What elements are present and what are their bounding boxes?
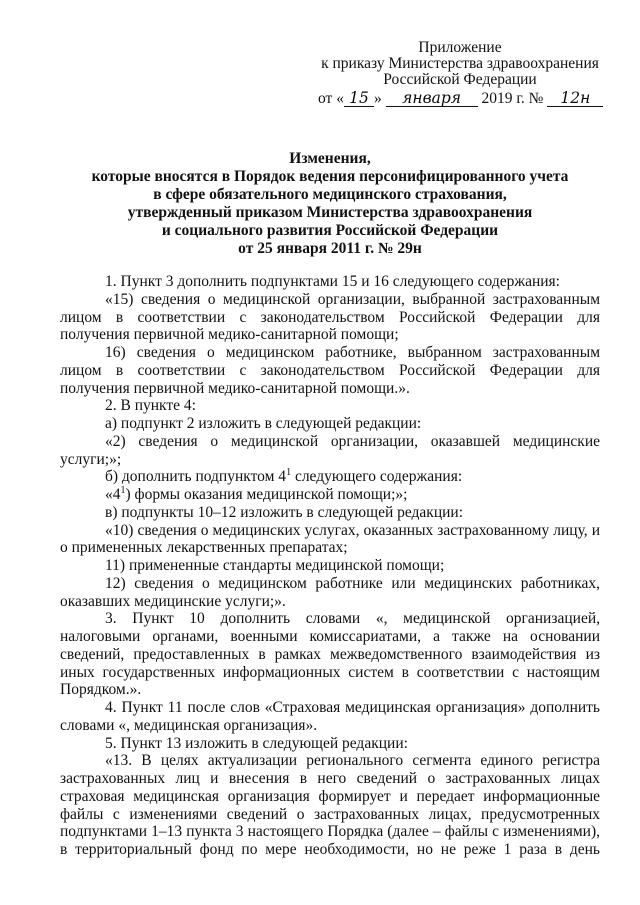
handwritten-day: 15 [344, 90, 374, 107]
paragraph: 3. Пункт 10 дополнить словами «, медицинской организацией, налоговыми органами, военными комиссариатами, а также на основании сведений, предоставленных в рамках межведомственного взаимодействия из иных государственных информационных систем в соответствии с настоящим Порядком.». [60, 610, 600, 699]
date-quote: » [373, 90, 382, 107]
paragraph: 2. В пункте 4: [105, 397, 196, 415]
paragraph: 11) примененные стандарты медицинской помощи; [105, 557, 445, 574]
handwritten-month: января [386, 90, 478, 107]
appendix-header [300, 40, 620, 107]
paragraph [60, 468, 600, 486]
paragraph [60, 486, 600, 504]
paragraph: «13. В целях актуализации регионального сегмента единого регистра застрахованных лиц и внесения в него сведений о застрахованных лицах страховая медицинская организация формирует и передает информационные файлы с изменениями сведений о застрахованных лицах, предусмотренных подпунктами 1–13 пункта 3 настоящего Порядка (далее – файлы с изменениями), в территориальный фонд по мере необходимости, но не реже 1 раза в день [60, 752, 600, 858]
paragraph: а) подпункт 2 изложить в следующей редакции: [105, 415, 422, 432]
document-title [40, 150, 620, 258]
date-prefix: от « [318, 90, 344, 107]
text-run: ) формы оказания медицинской помощи;»; [125, 486, 408, 503]
paragraph: 12) сведения о медицинском работнике или медицинских работниках, оказавших медицинские услуги;». [60, 574, 600, 610]
superscript: 1 [286, 467, 292, 479]
title-line: которые вносятся в Порядок ведения персонифицированного учета [91, 168, 569, 185]
title-line: от 25 января 2011 г. № 29н [238, 240, 422, 257]
title-line: утвержденный приказом Министерства здравоохранения [127, 204, 533, 221]
text-run: следующего содержания: [291, 468, 463, 486]
handwritten-order-number: 12н [547, 90, 603, 107]
title-line: Изменения, [289, 150, 371, 167]
superscript: 1 [120, 484, 126, 496]
title-line: и социального развития Российской Федерации [161, 222, 499, 239]
paragraph: «2) сведения о медицинской организации, оказавшей медицинские услуги;»; [60, 432, 600, 468]
order-reference: к приказу Министерства здравоохранения [321, 55, 599, 72]
text-run: б) дополнить подпунктом 4 [105, 468, 287, 486]
title-line: в сфере обязательного медицинского страхования, [153, 186, 507, 203]
paragraph: 16) сведения о медицинском работнике, выбранном застрахованным лицом в соответствии с законодательством Российской Федерации для получения первичной медико-санитарной помощи.». [60, 344, 600, 397]
document-body [60, 273, 600, 859]
text-run: «4 [105, 486, 121, 503]
paragraph: 1. Пункт 3 дополнить подпунктами 15 и 16 следующего содержания: [105, 273, 560, 290]
appendix-label: Приложение [418, 39, 502, 56]
paragraph: 4. Пункт 11 после слов «Страховая медицинская организация» дополнить словами «, медицинская организация». [60, 699, 600, 734]
paragraph: «15) сведения о медицинской организации, выбранной застрахованным лицом в соответствии с законодательством Российской Федерации для получения первичной медико-санитарной помощи; [60, 290, 600, 344]
paragraph: в) подпункты 10–12 изложить в следующей редакции: [105, 503, 464, 521]
paragraph: «10) сведения о медицинских услугах, оказанных застрахованному лицу, и о примененных лекарственных препаратах; [60, 521, 600, 557]
ministry-country: Российской Федерации [383, 71, 537, 88]
paragraph: 5. Пункт 13 изложить в следующей редакции: [105, 734, 408, 752]
order-date-line [300, 90, 620, 107]
date-year: 2019 г. № [481, 90, 544, 107]
